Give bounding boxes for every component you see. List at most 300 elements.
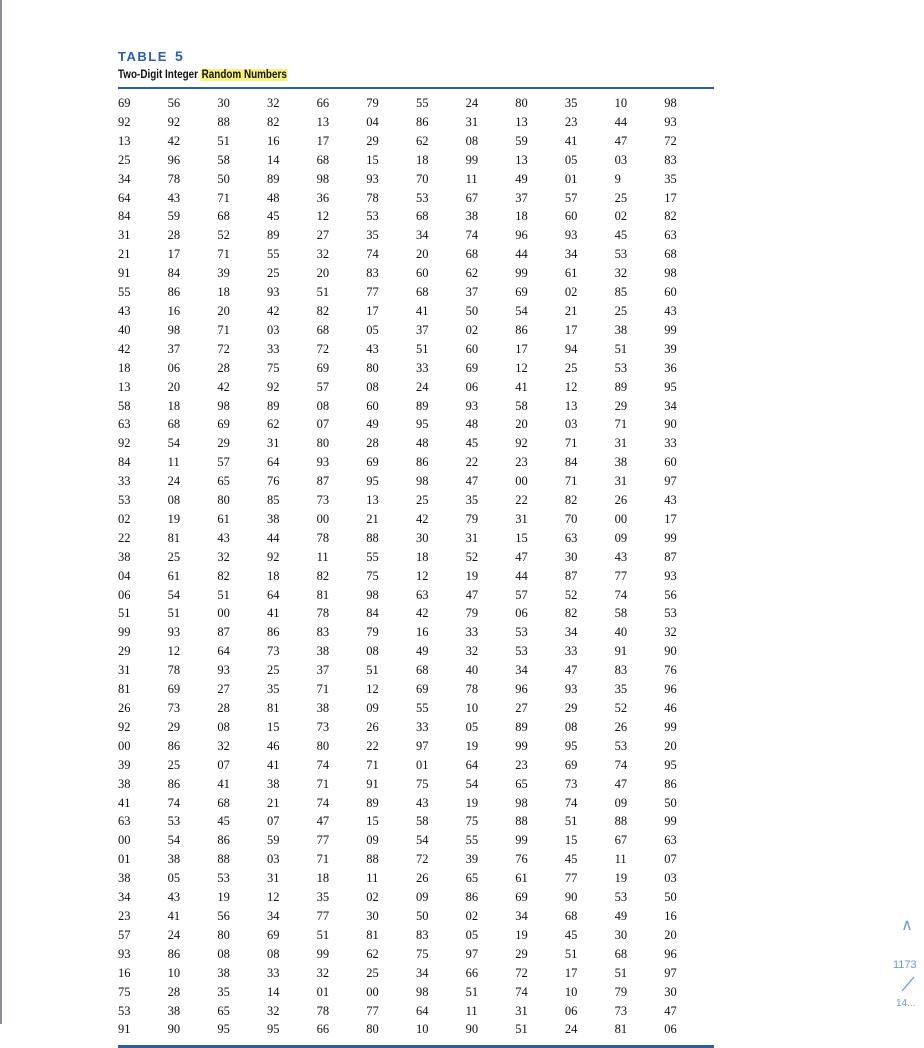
table-cell: 51 bbox=[564, 814, 578, 829]
table-cell: 62 bbox=[415, 133, 429, 148]
table-cell: 95 bbox=[366, 474, 379, 489]
table-cell: 81 bbox=[118, 682, 131, 697]
table-cell: 21 bbox=[266, 795, 280, 810]
table-row bbox=[118, 132, 714, 151]
table-cell: 18 bbox=[266, 568, 280, 583]
table-cell: 38 bbox=[167, 1003, 181, 1018]
table-cell: 90 bbox=[465, 1022, 479, 1037]
table-cell: 30 bbox=[614, 927, 628, 942]
table-row bbox=[118, 321, 714, 340]
table-cell: 50 bbox=[217, 171, 230, 186]
table-cell: 95 bbox=[415, 417, 429, 432]
table-cell: 69 bbox=[515, 285, 528, 300]
table-cell: 80 bbox=[366, 1022, 379, 1037]
table-cell: 35 bbox=[614, 682, 628, 697]
table-row bbox=[118, 189, 714, 208]
table-cell: 89 bbox=[415, 398, 429, 413]
table-cell: 55 bbox=[118, 285, 131, 300]
table-cell: 74 bbox=[316, 757, 330, 772]
table-cell: 79 bbox=[366, 625, 379, 640]
table-cell: 75 bbox=[465, 814, 479, 829]
table-cell: 12 bbox=[564, 379, 578, 394]
table-cell: 87 bbox=[316, 474, 330, 489]
table-cell: 64 bbox=[415, 1003, 429, 1018]
table-cell: 10 bbox=[167, 965, 181, 980]
table-cell: 79 bbox=[465, 606, 479, 621]
table-cell: 33 bbox=[564, 644, 578, 659]
table-cell: 86 bbox=[167, 285, 181, 300]
table-cell: 55 bbox=[366, 549, 379, 564]
table-cell: 68 bbox=[217, 209, 230, 224]
table-cell: 61 bbox=[515, 871, 528, 886]
table-cell: 54 bbox=[167, 587, 181, 602]
table-row bbox=[118, 567, 714, 586]
table-cell: 55 bbox=[415, 96, 429, 110]
table-cell: 66 bbox=[316, 96, 330, 110]
table-cell: 45 bbox=[465, 436, 479, 451]
table-cell: 75 bbox=[415, 946, 429, 961]
table-cell: 23 bbox=[564, 114, 578, 129]
table-cell: 23 bbox=[515, 757, 528, 772]
table-cell: 31 bbox=[465, 114, 479, 129]
table-cell: 80 bbox=[217, 927, 230, 942]
table-cell: 12 bbox=[366, 682, 379, 697]
table-cell: 82 bbox=[266, 114, 280, 129]
table-cell: 38 bbox=[118, 871, 131, 886]
table-cell: 00 bbox=[515, 474, 528, 489]
table-cell: 93 bbox=[564, 682, 578, 697]
table-cell: 95 bbox=[217, 1022, 230, 1037]
table-cell: 75 bbox=[266, 360, 280, 375]
table-cell: 06 bbox=[167, 360, 181, 375]
table-cell: 28 bbox=[167, 228, 181, 243]
table-cell: 07 bbox=[266, 814, 280, 829]
table-cell: 31 bbox=[118, 228, 131, 243]
table-cell: 03 bbox=[664, 871, 677, 886]
table-cell: 56 bbox=[167, 96, 181, 110]
table-cell: 58 bbox=[614, 606, 628, 621]
table-cell: 32 bbox=[465, 644, 479, 659]
table-cell: 81 bbox=[167, 530, 181, 545]
table-cell: 68 bbox=[614, 946, 628, 961]
table-cell: 70 bbox=[564, 511, 578, 526]
table-cell: 02 bbox=[465, 908, 479, 923]
table-cell: 18 bbox=[415, 549, 429, 564]
table-cell: 01 bbox=[118, 852, 131, 867]
table-cell: 17 bbox=[664, 190, 677, 205]
table-cell: 64 bbox=[118, 190, 131, 205]
table-cell: 89 bbox=[366, 795, 379, 810]
table-cell: 38 bbox=[614, 322, 628, 337]
table-cell: 55 bbox=[415, 701, 429, 715]
table-cell: 08 bbox=[366, 379, 379, 394]
table-cell: 05 bbox=[564, 152, 578, 167]
table-cell: 98 bbox=[316, 171, 330, 186]
table-cell: 76 bbox=[266, 474, 280, 489]
table-cell: 09 bbox=[614, 530, 628, 545]
table-cell: 53 bbox=[614, 738, 628, 753]
table-cell: 78 bbox=[316, 530, 330, 545]
table-cell: 69 bbox=[415, 682, 429, 697]
table-cell: 16 bbox=[266, 133, 280, 148]
table-cell: 87 bbox=[564, 568, 578, 583]
table-cell: 68 bbox=[664, 247, 677, 262]
table-cell: 43 bbox=[664, 303, 677, 318]
table-cell: 31 bbox=[465, 530, 479, 545]
table-cell: 30 bbox=[564, 549, 578, 564]
table-row bbox=[118, 699, 714, 718]
table-cell: 36 bbox=[664, 360, 677, 375]
table-cell: 77 bbox=[564, 871, 578, 886]
table-cell: 10 bbox=[564, 984, 578, 999]
table-cell: 86 bbox=[167, 738, 181, 753]
table-cell: 07 bbox=[316, 417, 330, 432]
table-cell: 08 bbox=[316, 398, 330, 413]
table-row bbox=[118, 245, 714, 264]
table-cell: 47 bbox=[465, 474, 479, 489]
table-cell: 35 bbox=[217, 984, 230, 999]
table-cell: 79 bbox=[614, 984, 628, 999]
table-cell: 26 bbox=[614, 493, 628, 508]
table-cell: 02 bbox=[465, 322, 479, 337]
table-cell: 08 bbox=[465, 133, 479, 148]
table-cell: 04 bbox=[118, 568, 131, 583]
table-cell: 47 bbox=[316, 814, 330, 829]
table-cell: 56 bbox=[664, 587, 677, 602]
table-cell: 38 bbox=[316, 701, 330, 715]
table-cell: 82 bbox=[564, 493, 578, 508]
table-cell: 98 bbox=[664, 96, 677, 110]
table-cell: 28 bbox=[217, 360, 230, 375]
table-cell: 05 bbox=[465, 719, 479, 734]
table-cell: 51 bbox=[118, 606, 131, 621]
table-cell: 15 bbox=[366, 152, 379, 167]
table-cell: 99 bbox=[664, 322, 677, 337]
table-cell: 41 bbox=[564, 133, 578, 148]
table-cell: 83 bbox=[366, 266, 379, 281]
table-cell: 75 bbox=[366, 568, 379, 583]
table-row bbox=[118, 378, 714, 397]
table-cell: 17 bbox=[564, 965, 578, 980]
table-cell: 57 bbox=[316, 379, 330, 394]
table-cell: 46 bbox=[664, 701, 677, 715]
table-cell: 86 bbox=[217, 833, 230, 848]
table-cell: 22 bbox=[118, 530, 131, 545]
table-cell: 61 bbox=[167, 568, 181, 583]
table-cell: 18 bbox=[515, 209, 528, 224]
table-cell: 21 bbox=[366, 511, 379, 526]
table-row bbox=[118, 945, 714, 964]
table-row bbox=[118, 491, 714, 510]
table-cell: 21 bbox=[118, 247, 131, 262]
table-cell: 49 bbox=[366, 417, 379, 432]
table-cell: 93 bbox=[167, 625, 181, 640]
table-row bbox=[118, 888, 714, 907]
table-cell: 86 bbox=[415, 455, 429, 470]
table-cell: 25 bbox=[614, 190, 628, 205]
table-cell: 10 bbox=[614, 96, 628, 110]
table-cell: 14 bbox=[266, 984, 280, 999]
table-cell: 69 bbox=[167, 682, 181, 697]
table-cell: 65 bbox=[217, 1003, 230, 1018]
table-cell: 23 bbox=[515, 455, 528, 470]
table-row bbox=[118, 472, 714, 491]
table-cell: 08 bbox=[564, 719, 578, 734]
table-cell: 22 bbox=[366, 738, 379, 753]
table-cell: 32 bbox=[316, 247, 330, 262]
table-cell: 51 bbox=[167, 606, 181, 621]
table-cell: 16 bbox=[118, 965, 131, 980]
table-cell: 48 bbox=[415, 436, 429, 451]
table-cell: 42 bbox=[415, 606, 429, 621]
table-row bbox=[118, 151, 714, 170]
table-cell: 17 bbox=[515, 341, 528, 356]
table-cell: 19 bbox=[217, 890, 230, 905]
table-cell: 78 bbox=[366, 190, 379, 205]
table-cell: 26 bbox=[118, 701, 131, 715]
table-cell: 52 bbox=[217, 228, 230, 243]
table-cell: 95 bbox=[266, 1022, 280, 1037]
table-cell: 97 bbox=[415, 738, 429, 753]
table-row bbox=[118, 434, 714, 453]
table-cell: 55 bbox=[465, 833, 479, 848]
table-cell: 50 bbox=[664, 890, 677, 905]
table-cell: 99 bbox=[664, 530, 677, 545]
table-cell: 94 bbox=[564, 341, 578, 356]
table-cell: 20 bbox=[515, 417, 528, 432]
table-cell: 32 bbox=[266, 96, 280, 110]
random-numbers-table-block bbox=[118, 48, 714, 1048]
table-cell: 51 bbox=[465, 984, 479, 999]
table-cell: 00 bbox=[118, 738, 131, 753]
chevron-up-icon[interactable]: ∧ bbox=[901, 915, 913, 934]
table-cell: 93 bbox=[564, 228, 578, 243]
table-cell: 11 bbox=[465, 1003, 478, 1018]
table-cell: 84 bbox=[366, 606, 379, 621]
table-cell: 37 bbox=[515, 190, 528, 205]
table-cell: 31 bbox=[614, 474, 628, 489]
table-cell: 15 bbox=[266, 719, 280, 734]
table-cell: 16 bbox=[415, 625, 429, 640]
table-cell: 63 bbox=[415, 587, 429, 602]
table-cell: 41 bbox=[118, 795, 131, 810]
table-cell: 69 bbox=[465, 360, 479, 375]
table-cell: 38 bbox=[217, 965, 230, 980]
table-cell: 63 bbox=[664, 833, 677, 848]
table-cell: 86 bbox=[664, 776, 677, 791]
table-cell: 39 bbox=[465, 852, 479, 867]
table-cell: 45 bbox=[564, 927, 578, 942]
table-cell: 25 bbox=[415, 493, 429, 508]
table-cell: 27 bbox=[217, 682, 230, 697]
table-cell: 45 bbox=[564, 852, 578, 867]
table-cell: 90 bbox=[167, 1022, 181, 1037]
table-cell: 76 bbox=[515, 852, 528, 867]
table-cell: 62 bbox=[465, 266, 479, 281]
table-cell: 45 bbox=[217, 814, 230, 829]
table-cell: 00 bbox=[118, 833, 131, 848]
table-cell: 38 bbox=[316, 644, 330, 659]
table-cell: 78 bbox=[167, 171, 181, 186]
table-cell: 96 bbox=[664, 946, 677, 961]
table-cell: 84 bbox=[564, 455, 578, 470]
table-cell: 25 bbox=[614, 303, 628, 318]
table-row bbox=[118, 718, 714, 737]
page-separator-icon bbox=[899, 975, 917, 993]
table-cell: 68 bbox=[415, 663, 429, 678]
table-cell: 35 bbox=[366, 228, 379, 243]
table-cell: 83 bbox=[415, 927, 429, 942]
table-cell: 48 bbox=[465, 417, 479, 432]
table-cell: 69 bbox=[316, 360, 330, 375]
table-cell: 71 bbox=[217, 247, 230, 262]
table-cell: 84 bbox=[118, 209, 131, 224]
table-cell: 97 bbox=[465, 946, 479, 961]
table-cell: 59 bbox=[266, 833, 280, 848]
table-cell: 37 bbox=[415, 322, 429, 337]
table-cell: 23 bbox=[118, 908, 131, 923]
table-cell: 34 bbox=[564, 247, 578, 262]
table-cell: 81 bbox=[614, 1022, 628, 1037]
table-cell: 38 bbox=[614, 455, 628, 470]
table-cell: 01 bbox=[316, 984, 330, 999]
table-cell: 38 bbox=[266, 776, 280, 791]
table-cell: 20 bbox=[316, 266, 330, 281]
table-cell: 25 bbox=[167, 757, 181, 772]
table-top-rule bbox=[118, 87, 714, 89]
table-row bbox=[118, 586, 714, 605]
table-row bbox=[118, 548, 714, 567]
table-cell: 51 bbox=[217, 587, 230, 602]
table-cell: 96 bbox=[515, 682, 528, 697]
table-cell: 49 bbox=[614, 908, 628, 923]
table-cell: 74 bbox=[614, 757, 628, 772]
table-cell: 34 bbox=[266, 908, 280, 923]
table-cell: 43 bbox=[167, 890, 181, 905]
table-cell: 53 bbox=[614, 360, 628, 375]
table-cell: 91 bbox=[118, 266, 131, 281]
table-cell: 29 bbox=[366, 133, 379, 148]
table-cell: 95 bbox=[664, 379, 677, 394]
table-cell: 00 bbox=[366, 984, 379, 999]
table-cell: 29 bbox=[167, 719, 181, 734]
table-cell: 71 bbox=[614, 417, 628, 432]
table-cell: 53 bbox=[415, 190, 429, 205]
table-cell: 92 bbox=[515, 436, 528, 451]
table-cell: 38 bbox=[118, 549, 131, 564]
table-cell: 17 bbox=[316, 133, 330, 148]
table-cell: 13 bbox=[564, 398, 578, 413]
table-cell: 51 bbox=[415, 341, 429, 356]
table-cell: 40 bbox=[614, 625, 628, 640]
table-cell: 09 bbox=[415, 890, 429, 905]
table-row bbox=[118, 869, 714, 888]
table-cell: 99 bbox=[515, 266, 528, 281]
table-cell: 33 bbox=[266, 965, 280, 980]
table-cell: 33 bbox=[415, 360, 429, 375]
table-cell: 22 bbox=[515, 493, 528, 508]
table-cell: 59 bbox=[167, 209, 181, 224]
table-cell: 95 bbox=[564, 738, 578, 753]
table-cell: 41 bbox=[217, 776, 230, 791]
table-cell: 54 bbox=[515, 303, 528, 318]
table-cell: 53 bbox=[664, 606, 677, 621]
table-cell: 82 bbox=[316, 303, 330, 318]
table-cell: 45 bbox=[614, 228, 628, 243]
table-cell: 41 bbox=[266, 606, 280, 621]
table-cell: 73 bbox=[316, 719, 330, 734]
table-cell: 34 bbox=[118, 890, 131, 905]
table-cell: 63 bbox=[564, 530, 578, 545]
table-cell: 43 bbox=[614, 549, 628, 564]
table-row bbox=[118, 623, 714, 642]
table-row bbox=[118, 529, 714, 548]
table-cell: 82 bbox=[217, 568, 230, 583]
table-cell: 10 bbox=[465, 701, 479, 715]
table-cell: 28 bbox=[366, 436, 379, 451]
table-label bbox=[118, 48, 714, 65]
table-cell: 44 bbox=[266, 530, 280, 545]
table-cell: 51 bbox=[614, 341, 628, 356]
table-cell: 02 bbox=[564, 285, 578, 300]
table-cell: 57 bbox=[118, 927, 131, 942]
table-cell: 24 bbox=[564, 1022, 578, 1037]
table-cell: 65 bbox=[465, 871, 479, 886]
table-cell: 34 bbox=[415, 228, 429, 243]
table-cell: 06 bbox=[515, 606, 528, 621]
table-cell: 51 bbox=[564, 946, 578, 961]
table-cell: 28 bbox=[217, 701, 230, 715]
current-page-number: 1173 bbox=[893, 959, 917, 971]
table-cell: 12 bbox=[167, 644, 181, 659]
table-cell: 64 bbox=[465, 757, 479, 772]
table-cell: 29 bbox=[564, 701, 578, 715]
table-cell: 61 bbox=[564, 266, 578, 281]
table-cell: 31 bbox=[266, 871, 280, 886]
table-cell: 96 bbox=[167, 152, 181, 167]
table-cell: 58 bbox=[515, 398, 528, 413]
table-cell: 45 bbox=[266, 209, 280, 224]
table-cell: 34 bbox=[515, 908, 528, 923]
table-cell: 73 bbox=[564, 776, 578, 791]
table-cell: 47 bbox=[664, 1003, 677, 1018]
table-cell: 15 bbox=[564, 833, 578, 848]
table-cell: 43 bbox=[415, 795, 429, 810]
table-cell: 74 bbox=[316, 795, 330, 810]
table-cell: 30 bbox=[415, 530, 429, 545]
table-cell: 07 bbox=[217, 757, 230, 772]
table-cell: 71 bbox=[217, 322, 230, 337]
table-cell: 88 bbox=[366, 530, 379, 545]
table-cell: 18 bbox=[167, 398, 181, 413]
table-cell: 11 bbox=[465, 171, 478, 186]
table-cell: 78 bbox=[316, 1003, 330, 1018]
table-cell: 03 bbox=[614, 152, 628, 167]
table-cell: 73 bbox=[316, 493, 330, 508]
table-cell: 74 bbox=[167, 795, 181, 810]
table-cell: 51 bbox=[316, 285, 330, 300]
table-cell: 69 bbox=[266, 927, 280, 942]
table-cell: 53 bbox=[515, 644, 528, 659]
table-cell: 93 bbox=[316, 455, 330, 470]
table-cell: 53 bbox=[167, 814, 181, 829]
table-cell: 64 bbox=[217, 644, 230, 659]
table-cell: 68 bbox=[415, 285, 429, 300]
table-cell: 99 bbox=[515, 833, 528, 848]
table-row bbox=[118, 1002, 714, 1021]
table-cell: 06 bbox=[118, 587, 131, 602]
table-cell: 87 bbox=[217, 625, 230, 640]
